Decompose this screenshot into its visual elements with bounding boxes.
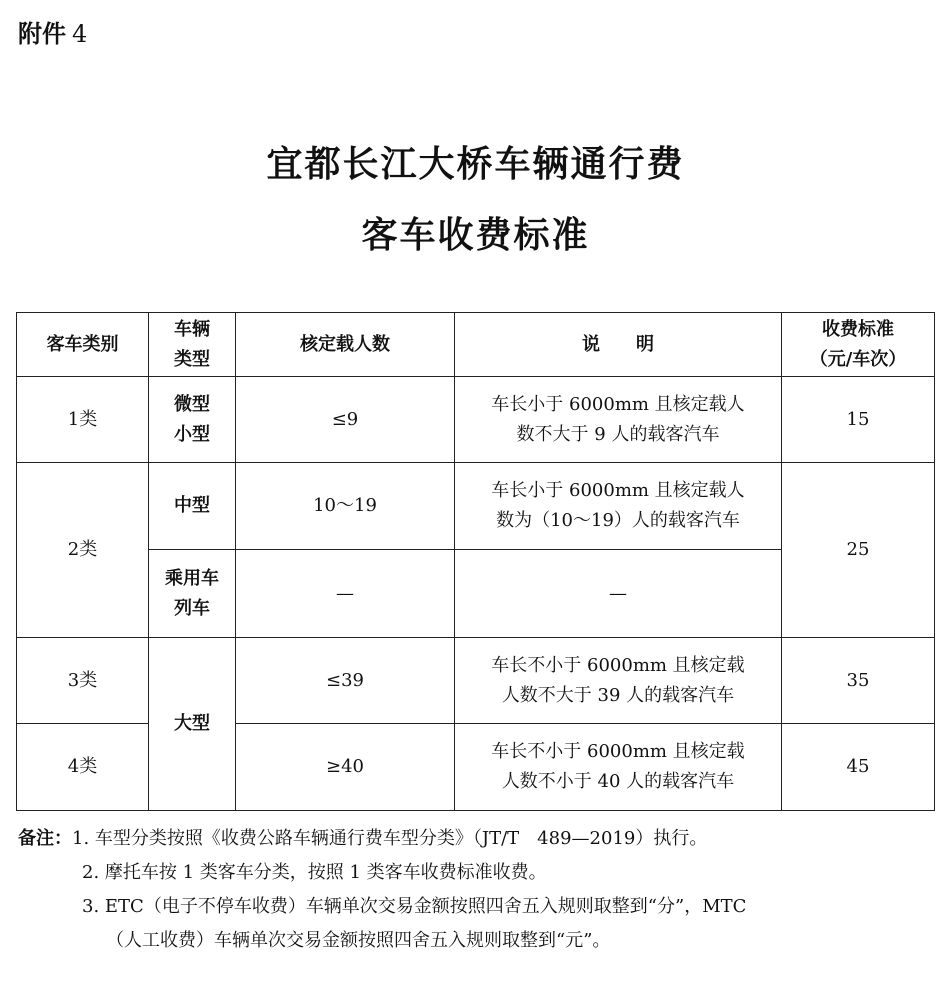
header-vehicle-type-line1: 车辆 [174,318,210,340]
cell-desc-line2: 数不大于 9 人的载客汽车 [516,423,720,445]
cell-description [455,724,782,811]
cell-vehicle-type [149,550,236,638]
attachment-text: 附件 [18,20,66,48]
cell-seats: ≤9 [236,377,455,463]
note-3-continued: （人工收费）车辆单次交易金额按照四舍五入规则取整到“元”。 [106,930,611,951]
cell-type-line2: 列车 [174,597,210,619]
cell-description [455,377,782,463]
cell-description [455,638,782,724]
header-vehicle-type [149,313,236,377]
header-fee-line1: 收费标准 [822,318,894,340]
cell-fee: 25 [782,463,935,638]
note-2: 2. 摩托车按 1 类客车分类，按照 1 类客车收费标准收费。 [82,862,547,883]
cell-fee: 35 [782,638,935,724]
cell-desc-line2: 数为（10～19）人的载客汽车 [496,510,740,531]
cell-seats: ≤39 [236,638,455,724]
cell-desc-line2: 人数不小于 40 人的载客汽车 [501,771,735,792]
cell-category: 2类 [17,463,149,638]
cell-category: 4类 [17,724,149,811]
header-seats: 核定载人数 [236,313,455,377]
notes-section [18,822,938,958]
note-1 [18,822,938,856]
table-row [17,463,935,550]
header-fee-line2: （元/车次） [809,348,907,370]
cell-category: 3类 [17,638,149,724]
table-header-row [17,313,935,377]
cell-type-line2: 小型 [174,423,210,445]
page-title: 宜都长江大桥车辆通行费 [266,144,685,185]
cell-seats: ≥40 [236,724,455,811]
cell-description [455,463,782,550]
cell-desc-line1: 车长不小于 6000mm 且核定载 [491,654,745,676]
cell-vehicle-type [149,377,236,463]
header-description: 说 明 [455,313,782,377]
cell-desc-line1: 车长小于 6000mm 且核定载人 [491,480,745,501]
attachment-label [18,14,87,49]
cell-description: — [455,550,782,638]
page-subtitle: 客车收费标准 [361,215,590,256]
cell-desc-line2: 人数不大于 39 人的载客汽车 [501,684,735,706]
notes-label: 备注： [18,828,72,849]
cell-desc-line1: 车长不小于 6000mm 且核定载 [491,741,745,762]
cell-vehicle-type: 大型 [149,638,236,811]
cell-category: 1类 [17,377,149,463]
header-fee [782,313,935,377]
table-row [17,638,935,724]
cell-vehicle-type: 中型 [149,463,236,550]
cell-seats: 10～19 [236,463,455,550]
cell-fee: 15 [782,377,935,463]
cell-seats: — [236,550,455,638]
attachment-number: 4 [72,20,88,48]
fee-table [16,312,935,811]
note-1-text: 1. 车型分类按照《收费公路车辆通行费车型分类》（JT/T 489—2019）执行。 [72,828,708,849]
header-category: 客车类别 [17,313,149,377]
table-row [17,377,935,463]
cell-fee: 45 [782,724,935,811]
header-vehicle-type-line2: 类型 [174,348,210,370]
cell-type-line1: 乘用车 [165,567,219,589]
note-3: 3. ETC（电子不停车收费）车辆单次交易金额按照四舍五入规则取整到“分”，MTC [82,896,747,917]
cell-type-line1: 微型 [174,393,210,415]
cell-desc-line1: 车长小于 6000mm 且核定载人 [491,393,745,415]
